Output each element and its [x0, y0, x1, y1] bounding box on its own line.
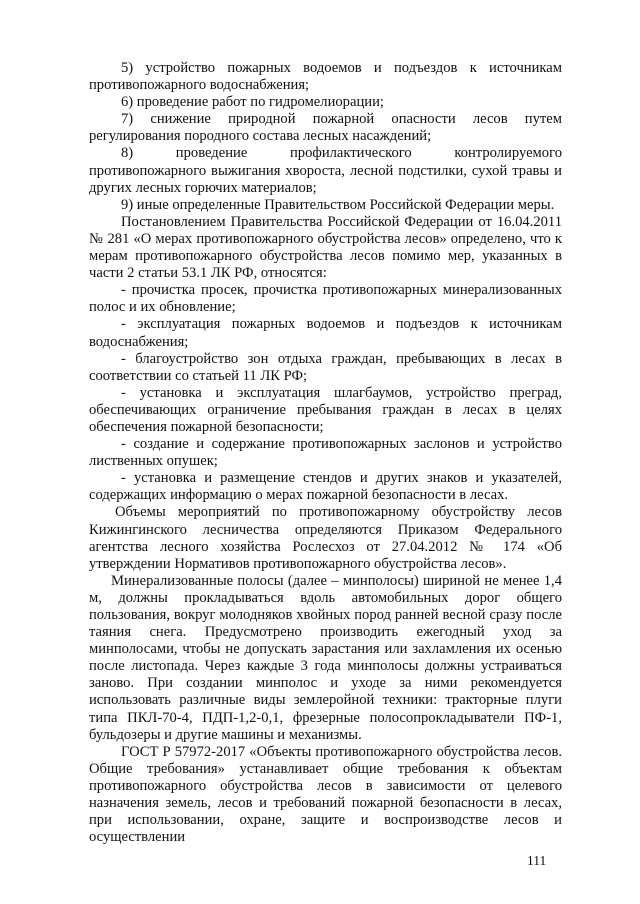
list-item-8: 8) проведение профилактического контролируемого противопожарного выжигания хвороста, лесной подстилки, сухой травы и других лесных горючих материалов; — [89, 145, 562, 196]
list-item-9: 9) иные определенные Правительством Российской Федерации меры. — [121, 196, 555, 213]
measure-item-3: - благоустройство зон отдыха граждан, пребывающих в лесах в соответствии со статьей 11 ЛК РФ; — [89, 350, 562, 384]
measure-item-6: - установка и размещение стендов и других знаков и указателей, содержащих информацию о мерах пожарной безопасности в лесах. — [89, 470, 562, 504]
list-item-6: 6) проведение работ по гидромелиорации; — [121, 94, 384, 111]
body-text — [89, 60, 562, 846]
list-item-7: 7) снижение природной пожарной опасности лесов путем регулирования породного состава лесных насаждений; — [89, 111, 562, 145]
mineral-strips-paragraph: Минерализованные полосы (далее – минполосы) шириной не менее 1,4 м, должны прокладываться вдоль автомобильных дорог общего пользования, вокруг молодняков хвойных пород ранней весной сразу после таяния снега. Предусмотрено производить ежегодный уход за минполосами, чтобы не допускать зарастания или захламления их осенью после листопада. Через каждые 3 года минполосы должны устраиваться заново. При создании минполос и уходе за ними рекомендуется использовать различные виды землеройной техники: тракторные плуги типа ПКЛ-70-4, ПДП-1,2-0,1, фрезерные полосопрокладыватели ПФ-1, бульдозеры и другие машины и механизмы. — [89, 572, 562, 743]
gost-paragraph: ГОСТ Р 57972-2017 «Объекты противопожарного обустройства лесов. Общие требования» устанавливает общие требования к объектам противопожарного обустройства лесов в зависимости от целевого назначения земель, лесов и требований пожарной безопасности в лесах, при использовании, охране, защите и воспроизводстве лесов и осуществлении — [89, 743, 562, 846]
measure-item-2: - эксплуатация пожарных водоемов и подъездов к источникам водоснабжения; — [89, 316, 562, 350]
measure-item-4: - установка и эксплуатация шлагбаумов, устройство преград, обеспечивающих ограничение пребывания граждан в лесах в целях обеспечения пожарной безопасности; — [89, 384, 562, 435]
measure-item-1: - прочистка просек, прочистка противопожарных минерализованных полос и их обновление; — [89, 282, 562, 316]
measure-item-5: - создание и содержание противопожарных заслонов и устройство лиственных опушек; — [89, 436, 562, 470]
decree-paragraph: Постановлением Правительства Российской Федерации от 16.04.2011 № 281 «О мерах противопожарного обустройства лесов» определено, что к мерам противопожарного обустройства лесов помимо мер, указанных в части 2 статьи 53.1 ЛК РФ, относятся: — [89, 213, 562, 282]
list-item-5: 5) устройство пожарных водоемов и подъездов к источникам противопожарного водоснабжения; — [89, 60, 562, 94]
volumes-paragraph: Объемы мероприятий по противопожарному обустройству лесов Кижингинского лесничества определяются Приказом Федерального агентства лесного хозяйства Рослесхоз от 27.04.2012 № 174 «Об утверждении Нормативов противопожарного обустройства лесов». — [89, 504, 562, 572]
page-number: 111 — [527, 853, 547, 868]
